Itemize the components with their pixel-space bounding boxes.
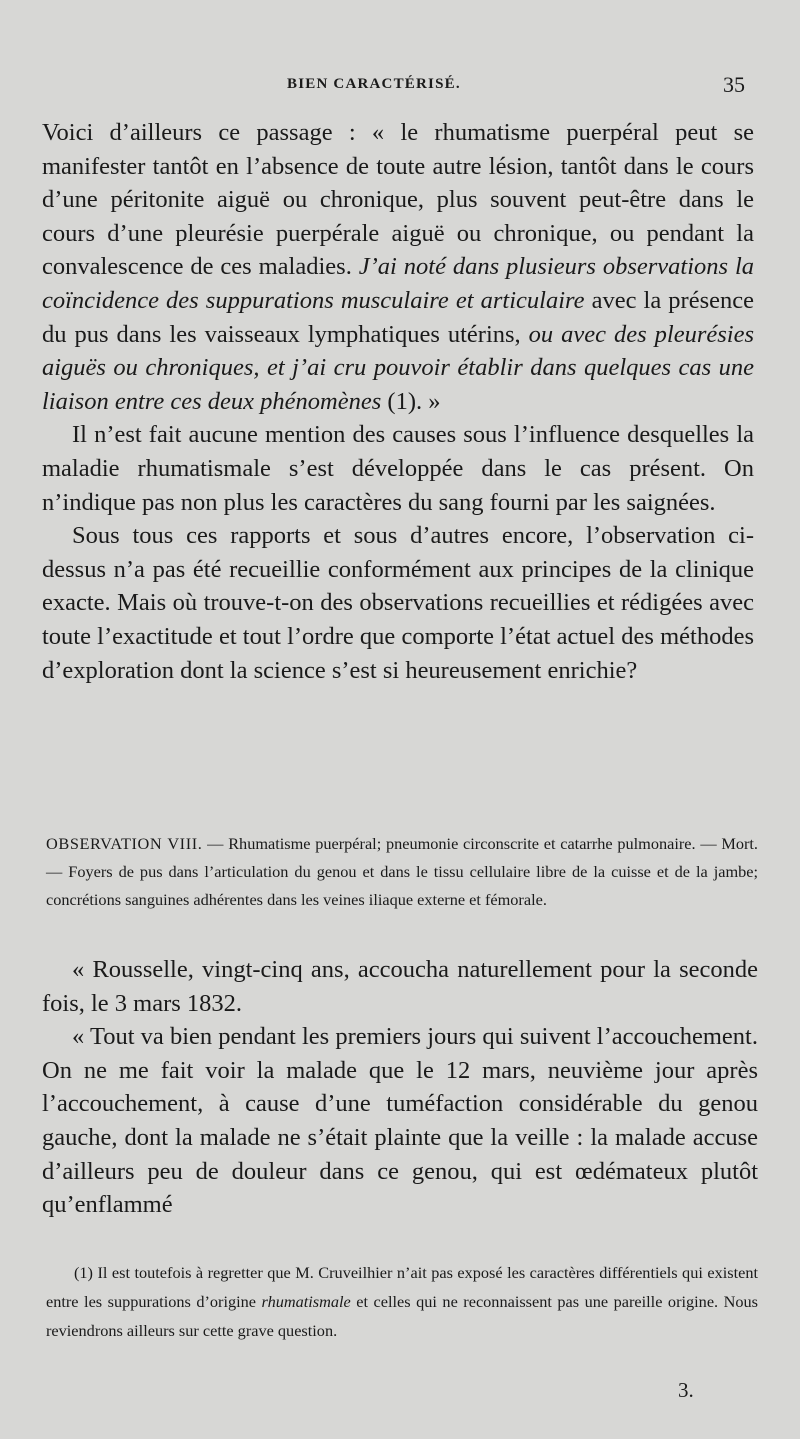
case-text xyxy=(42,953,758,1222)
footnote xyxy=(46,1258,758,1345)
observation-text: — Rhumatisme puerpéral; pneumonie circonscrite et catarrhe pulmonaire. — Mort. — Foyers de pus dans l’articulation du genou et dans le tissu cellulaire libre de la cuisse et de la jambe; concrétions sanguines adhérentes dans les veines iliaque externe et fémorale. xyxy=(46,834,758,909)
running-title: BIEN CARACTÉRISÉ. xyxy=(287,76,461,92)
footnote-italic: rhumatismale xyxy=(261,1292,351,1311)
quote-text-2: avec la présence du pus dans les vaisseaux lymphatiques utérins, xyxy=(42,286,754,348)
signature-mark: 3. xyxy=(678,1378,694,1402)
quote-italic-2: ou avec des pleurésies aiguës ou chroniques, et j’ai cru pouvoir établir dans quelques cas une liaison entre ces deux phénomènes xyxy=(42,320,754,415)
main-text xyxy=(42,116,754,687)
quote-italic-1: J’ai noté dans plusieurs observations la coïncidence des suppurations musculaire et articulaire xyxy=(42,253,755,314)
footnote-part-1: (1) Il est toutefois à regretter que M. Cruveilhier n’ait pas exposé les caractères différentiels qui existent entre les suppurations d’origine xyxy=(46,1263,758,1311)
case-paragraph-2: « Tout va bien pendant les premiers jours qui suivent l’accouchement. On ne me fait voir la malade que le 12 mars, neuvième jour après l’accouchement, à cause d’une tuméfaction considérable du genou gauche, dont la malade ne s’était plainte que la veille : la malade accuse d’ailleurs peu de douleur dans ce genou, qui est œdémateux plutôt qu’enflammé xyxy=(42,1023,758,1219)
page-header xyxy=(42,72,747,102)
footnote-text xyxy=(46,1258,758,1345)
page-number: 35 xyxy=(723,72,745,97)
quote-text: Voici d’ailleurs ce passage : « le rhumatisme puerpéral peut se manifester tantôt en l’absence de toute autre lésion, tantôt dans le cours d’une péritonite aiguë ou chronique, plus souvent peut-être dans le cours d’une pleurésie puerpérale aiguë ou chronique, ou pendant la convalescence de ces maladies. xyxy=(42,119,754,281)
footnote-part-2: et celles qui ne reconnaissent pas une pareille origine. Nous reviendrons ailleurs sur cette grave question. xyxy=(46,1292,758,1340)
observation-summary xyxy=(46,830,758,914)
quote-end: (1). » xyxy=(381,387,441,415)
paragraph-causes: Il n’est fait aucune mention des causes sous l’influence desquelles la maladie rhumatismale s’est développée dans le cas présent. On n’indique pas non plus les caractères du sang fourni par les saignées. xyxy=(42,421,754,516)
paragraph-quote xyxy=(42,116,754,418)
observation-heading xyxy=(46,830,758,914)
observation-title: OBSERVATION VIII. xyxy=(46,834,203,853)
paragraph-reports: Sous tous ces rapports et sous d’autres encore, l’observation ci-dessus n’a pas été recueillie conformément aux principes de la clinique exacte. Mais où trouve-t-on des observations recueillies et rédigées avec toute l’exactitude et tout l’ordre que comporte l’état actuel des méthodes d’exploration dont la science s’est si heureusement enrichie? xyxy=(42,522,754,684)
case-paragraph-1: « Rousselle, vingt-cinq ans, accoucha naturellement pour la seconde fois, le 3 mars 1832. xyxy=(42,956,758,1017)
